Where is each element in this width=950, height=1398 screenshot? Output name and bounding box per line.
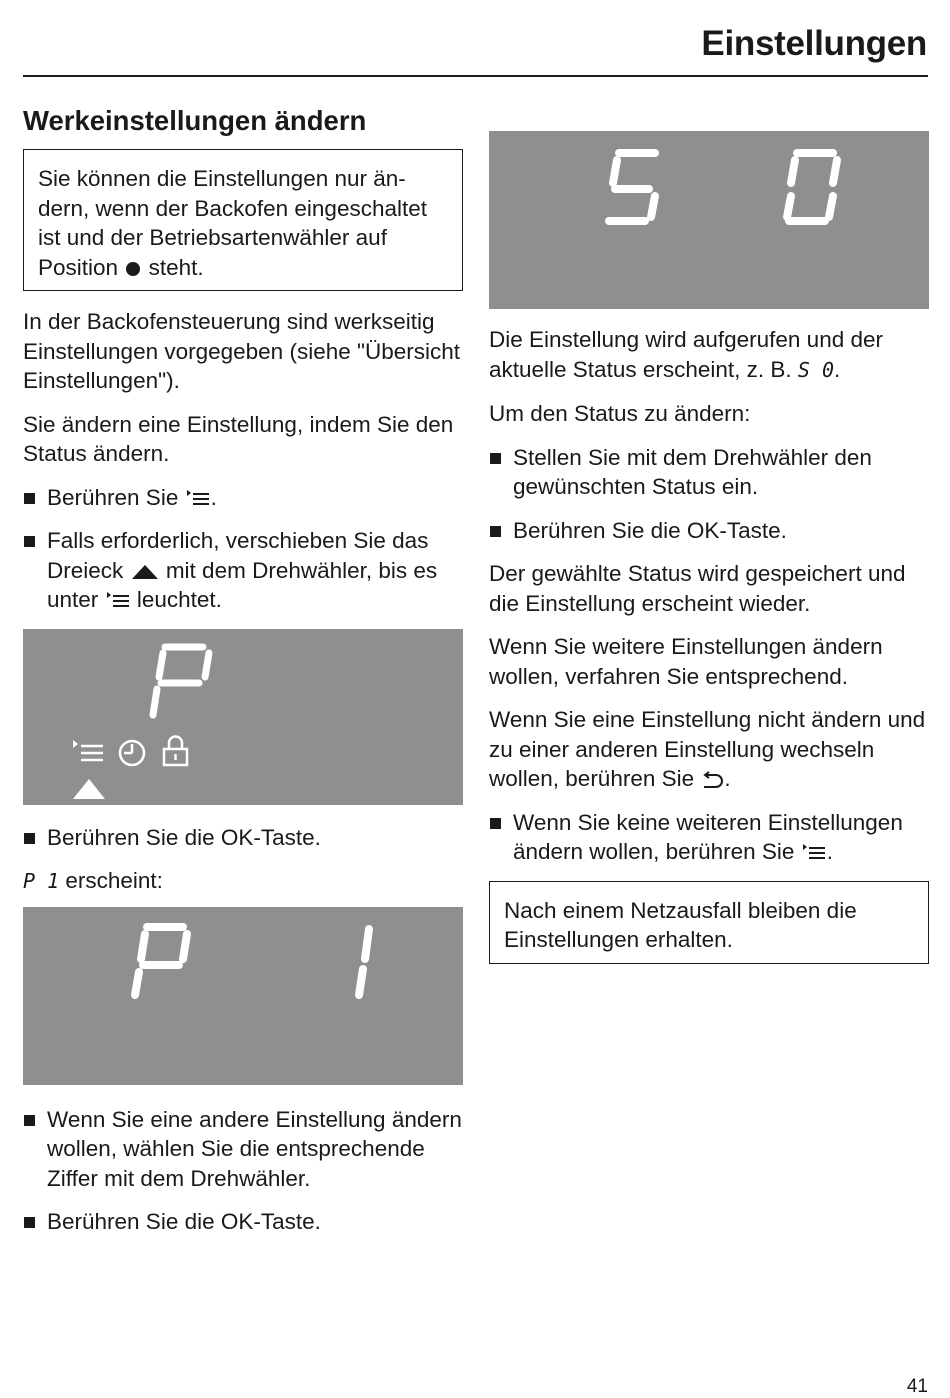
- segment-display-p1: [23, 907, 461, 1085]
- info-note-box: [23, 149, 463, 291]
- bullet-square-icon: [490, 453, 501, 464]
- list-item-text: Wenn Sie eine andere Einstellung ändern wollen, wählen Sie die entsprechende Ziffer mit dem Drehwähler.: [47, 1106, 462, 1191]
- switch-setting-paragraph: [489, 705, 929, 794]
- paragraph-end: .: [724, 766, 731, 791]
- bullet-square-icon: [490, 526, 501, 537]
- list-item-text-cont: mit dem Drehwähler, bis es unter: [47, 557, 438, 612]
- list-item-text-end: leuchtet.: [136, 587, 222, 612]
- bullet-square-icon: [490, 818, 501, 829]
- section-heading: Werkeinstellungen ändern: [23, 105, 367, 136]
- oven-display-p: [23, 629, 463, 805]
- note-text: Nach einem Netzausfall bleiben die Einstellungen erhalten.: [504, 897, 857, 952]
- list-item-text: Berühren Sie die OK-Taste.: [47, 1209, 321, 1234]
- segment-display-p: [23, 629, 461, 805]
- list-item: [489, 808, 929, 867]
- paragraph-end: .: [834, 356, 841, 382]
- list-item: [23, 823, 463, 853]
- list-item: [23, 526, 463, 615]
- list-item: [23, 1105, 463, 1194]
- list-item-text: Berühren Sie die OK-Taste.: [513, 517, 787, 543]
- list-item: [489, 443, 929, 502]
- triangle-up-icon: [130, 563, 160, 581]
- bullet-square-icon: [24, 1217, 35, 1228]
- page-number: 41: [906, 1376, 928, 1397]
- further-settings-paragraph: Wenn Sie weitere Einstellungen ändern wollen, verfahren Sie entsprechend.: [489, 634, 883, 689]
- appears-text: erscheint:: [65, 868, 163, 893]
- list-item-text: Berühren Sie: [47, 484, 179, 510]
- change-status-paragraph: Um den Status zu ändern:: [489, 401, 751, 426]
- list-item: [23, 1207, 463, 1237]
- right-column: [489, 131, 929, 980]
- bullet-square-icon: [24, 493, 35, 504]
- segment-display-s0: [489, 131, 927, 309]
- position-dot-icon: [126, 262, 140, 276]
- bullet-square-icon: [24, 1115, 35, 1126]
- note-text-end: steht.: [148, 254, 204, 280]
- page-header-title: Einstellungen: [701, 24, 927, 63]
- appears-paragraph: [23, 866, 463, 897]
- intro-paragraph: In der Backofensteuerung sind werkseitig Einstellungen vorgegeben (siehe "Übersicht Einstellungen").: [23, 309, 461, 393]
- list-item: [489, 516, 929, 546]
- list-item-text: Falls erforderlich, verschieben Sie das Dreieck: [47, 528, 429, 583]
- oven-display-s0: [489, 131, 929, 309]
- list-item-text: Stellen Sie mit dem Drehwähler den gewünschten Status ein.: [513, 444, 872, 499]
- display-code: S 0: [797, 357, 835, 382]
- list-item-text: Wenn Sie keine weiteren Einstellungen ändern wollen, berühren Sie: [513, 809, 903, 864]
- display-code: P 1: [23, 869, 60, 893]
- status-paragraph: Sie ändern eine Einstellung, indem Sie den Status ändern.: [23, 411, 454, 466]
- bullet-square-icon: [24, 833, 35, 844]
- paragraph-text: Wenn Sie eine Einstellung nicht ändern und zu einer anderen Einstellung wechseln wollen, berühren Sie: [489, 707, 926, 791]
- bullet-square-icon: [24, 536, 35, 547]
- saved-paragraph: Der gewählte Status wird gespeichert und die Einstellung erscheint wieder.: [489, 561, 906, 616]
- list-item-text: Berühren Sie die OK-Taste.: [47, 824, 321, 850]
- list-item: [23, 483, 463, 513]
- settings-menu-icon: [185, 488, 211, 508]
- settings-menu-icon: [105, 590, 131, 610]
- power-failure-note-box: [489, 881, 929, 964]
- list-item-end: .: [210, 484, 217, 510]
- oven-display-p1: [23, 907, 463, 1085]
- paragraph-text: Die Einstellung wird aufgerufen und der aktuelle Status erscheint, z. B.: [489, 327, 883, 382]
- back-arrow-icon: [700, 771, 724, 789]
- list-item-end: .: [826, 839, 833, 864]
- left-column: [23, 103, 463, 1251]
- settings-menu-icon: [801, 842, 827, 862]
- note-text: Sie können die Einstellungen nur ändern, wenn der Backofen eingeschaltet ist und der Betriebsartenwähler auf Position: [38, 166, 428, 280]
- status-intro-paragraph: [489, 325, 929, 385]
- header-divider: [23, 75, 928, 77]
